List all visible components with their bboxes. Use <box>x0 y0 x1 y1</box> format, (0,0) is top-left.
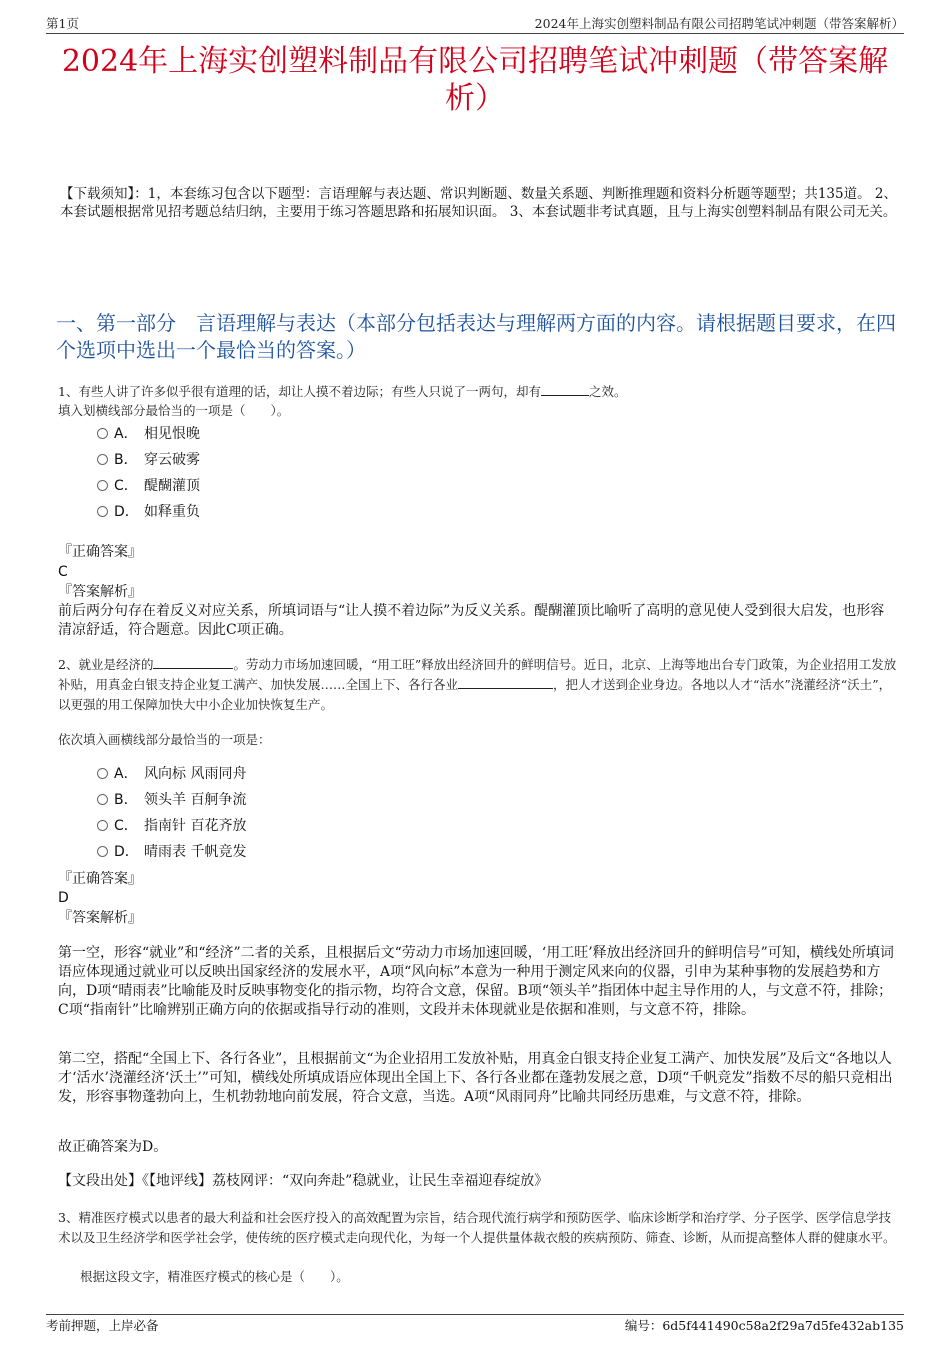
q2-answer: D <box>58 890 69 906</box>
q2-option-a[interactable]: A． 风向标 风雨同舟 <box>97 764 246 784</box>
radio-icon[interactable] <box>97 428 108 439</box>
q2-stem: 2、就业是经济的 。劳动力市场加速回暖，“用工旺”释放出经济回升的鲜明信号。近日，北京、上海等地出台专门政策，为企业招用工发放补贴，用真金白银支持企业复工满产、加快发展……全国上下、各行各业 ，把人才送到企业身边。各地以人才“活水”浇灌经济“沃土”，以更强的用工保障加快大中小企业加快恢复生产。 <box>58 657 897 712</box>
q3-stem: 3、精准医疗模式以患者的最大利益和社会医疗投入的高效配置为宗旨，结合现代流行病学和预防医学、临床诊断学和治疗学、分子医学、医学信息学技术以及卫生经济学和医学社会学，使传统的医疗模式走向现代化，为每一个人提供量体裁衣般的疾病预防、筛查、诊断，从而提高整体人群的健康水平。 <box>58 1210 896 1245</box>
q2-source: 【文段出处】《【地评线】荔枝网评：“双向奔赴”稳就业，让民生幸福迎春绽放》 <box>58 1173 549 1189</box>
q1-blank <box>541 382 589 396</box>
q2-analysis-p1: 第一空，形容“就业”和“经济”二者的关系，且根据后文“劳动力市场加速回暖，‘用工旺’释放出经济回升的鲜明信号”可知，横线处所填词语应体现通过就业可以反映出国家经济的发展水平，A项“风向标”本意为一种用于测定风来向的仪器，引申为某种事物的发展趋势和方向，D项“晴雨表”比喻能及时反映事物变化的指示物，均符合文意，保留。B项“领头羊”指团体中起主导作用的人，与文意不符，排除；C项“指南针”比喻辨别正确方向的依据或指导行动的准则，文段并未体现就业是依据和准则，与文意不符，排除。 <box>58 945 894 1018</box>
q1-answer-label: 『正确答案』 <box>58 544 142 560</box>
q1-stem-a: 1、有些人讲了许多似乎很有道理的话，却让人摸不着边际；有些人只说了一两句，却有 <box>58 384 541 399</box>
q2-prompt: 依次填入画横线部分最恰当的一项是： <box>58 732 271 747</box>
q1-analysis-label: 『答案解析』 <box>58 584 142 600</box>
q1-answer: C <box>58 564 68 580</box>
page-header <box>46 14 904 32</box>
section-heading: 一、第一部分 言语理解与表达（本部分包括表达与理解两方面的内容。请根据题目要求，在四个选项中选出一个最恰当的答案。） <box>56 311 896 362</box>
radio-icon[interactable] <box>97 794 108 805</box>
q2-blank-2 <box>458 675 553 689</box>
page-number: 第1页 <box>46 16 79 31</box>
radio-icon[interactable] <box>97 506 108 517</box>
q2-answer-label: 『正确答案』 <box>58 871 142 887</box>
page-footer <box>46 1316 904 1334</box>
q1-option-a[interactable]: A． 相见恨晚 <box>97 424 200 444</box>
q2-option-d[interactable]: D． 晴雨表 千帆竞发 <box>97 842 246 862</box>
q2-option-b[interactable]: B． 领头羊 百舸争流 <box>97 790 246 810</box>
radio-icon[interactable] <box>97 480 108 491</box>
q1-option-c[interactable]: C． 醍醐灌顶 <box>97 476 200 496</box>
q2-blank-1 <box>153 655 233 669</box>
q1-stem-b: 之效。 <box>588 384 627 399</box>
header-doc-title: 2024年上海实创塑料制品有限公司招聘笔试冲刺题（带答案解析） <box>534 16 904 31</box>
q1-option-d[interactable]: D． 如释重负 <box>97 502 200 522</box>
footer-doc-id: 编号：6d5f441490c58a2f29a7d5fe432ab135 <box>624 1318 904 1333</box>
header-divider <box>46 33 904 34</box>
footer-slogan: 考前押题，上岸必备 <box>46 1318 159 1333</box>
radio-icon[interactable] <box>97 820 108 831</box>
q2-analysis-p2: 第二空，搭配“全国上下、各行各业”，且根据前文“为企业招用工发放补贴，用真金白银支持企业复工满产、加快发展”及后文“各地以人才‘活水’浇灌经济‘沃土’”可知，横线处所填成语应体现出全国上下、各行各业都在蓬勃发展之意，D项“千帆竞发”指数不尽的船只竞相出发，形容事物蓬勃向上，生机勃勃地向前发展，符合文意，当选。A项“风雨同舟”比喻共同经历患难，与文意不符，排除。 <box>58 1051 893 1105</box>
q1-stem <box>58 382 894 402</box>
radio-icon[interactable] <box>97 768 108 779</box>
q1-prompt: 填入划横线部分最恰当的一项是（ ）。 <box>58 403 290 418</box>
radio-icon[interactable] <box>97 846 108 857</box>
radio-icon[interactable] <box>97 454 108 465</box>
q1-analysis: 前后两分句存在着反义对应关系，所填词语与“让人摸不着边际”为反义关系。醍醐灌顶比喻听了高明的意见使人受到很大启发，也形容清凉舒适，符合题意。因此C项正确。 <box>58 603 885 638</box>
q2-analysis-label: 『答案解析』 <box>58 910 142 926</box>
download-notice: 【下载须知】：1，本套练习包含以下题型：言语理解与表达题、常识判断题、数量关系题、判断推理题和资料分析题等题型；共135道。 2、本套试题根据常见招考题总结归纳，主要用于练习答题思路和拓展知识面。 3、本套试题非考试真题，且与上海实创塑料制品有限公司无关。 <box>60 186 897 220</box>
document-title: 2024年上海实创塑料制品有限公司招聘笔试冲刺题（带答案解析） <box>61 44 889 116</box>
q3-prompt: 根据这段文字，精准医疗模式的核心是（ ）。 <box>80 1269 349 1284</box>
q2-option-c[interactable]: C． 指南针 百花齐放 <box>97 816 246 836</box>
footer-divider <box>46 1314 904 1315</box>
q1-option-b[interactable]: B． 穿云破雾 <box>97 450 200 470</box>
q2-conclusion: 故正确答案为D。 <box>58 1139 168 1155</box>
